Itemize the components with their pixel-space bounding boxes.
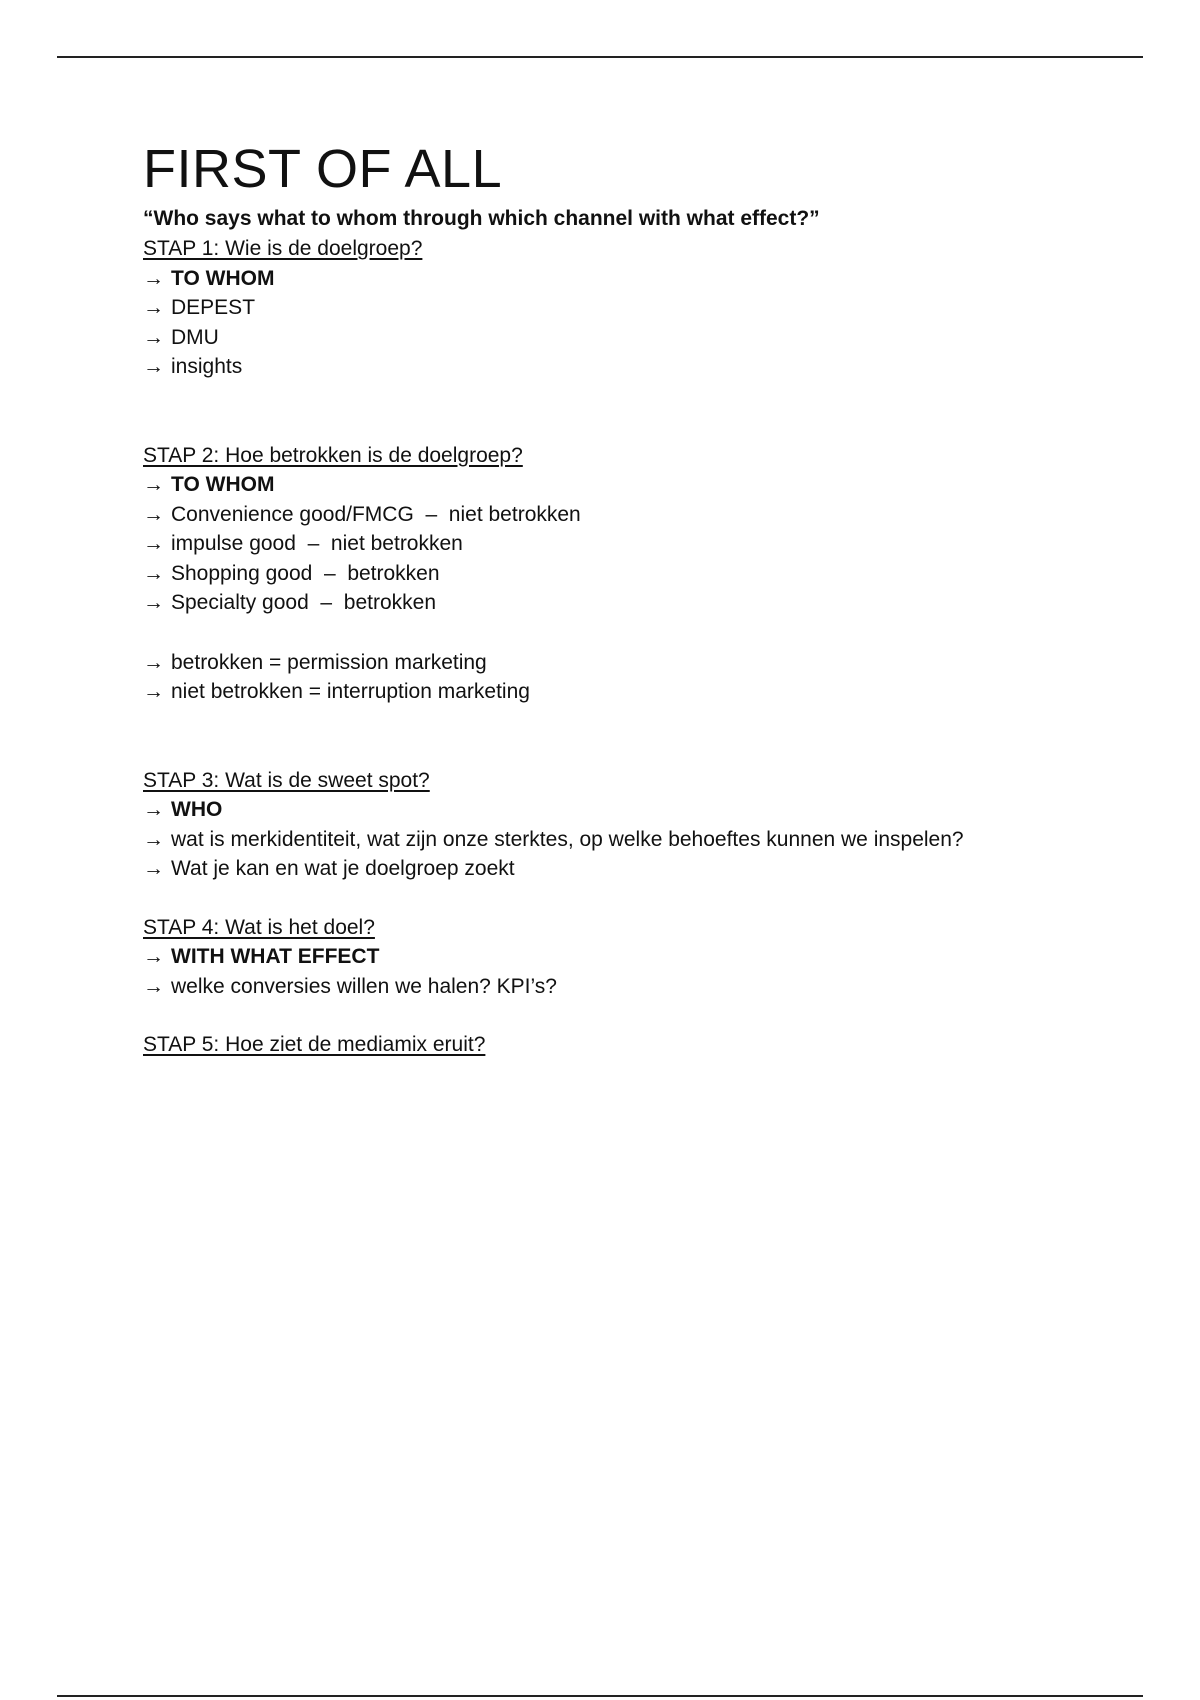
- list-item: → Specialty good – betrokken: [143, 588, 1103, 618]
- section-emphasis: → TO WHOM: [143, 264, 1103, 294]
- section-heading-stap-4: STAP 4: Wat is het doel?: [143, 915, 375, 939]
- arrow-icon: →: [143, 266, 164, 290]
- document-body: [143, 136, 1103, 1060]
- section-emphasis: → WITH WHAT EFFECT: [143, 942, 1103, 972]
- list-item: → DMU: [143, 323, 1103, 353]
- arrow-icon: →: [143, 680, 164, 703]
- list-item: → DEPEST: [143, 293, 1103, 323]
- arrow-icon: →: [143, 296, 164, 319]
- section-heading-stap-5: STAP 5: Hoe ziet de mediamix eruit?: [143, 1033, 486, 1056]
- arrow-icon: →: [143, 974, 164, 998]
- bottom-horizontal-rule: [57, 1695, 1143, 1697]
- list-item: → niet betrokken = interruption marketing: [143, 677, 1103, 707]
- arrow-icon: →: [143, 827, 164, 851]
- section-heading-stap-1: STAP 1: Wie is de doelgroep?: [143, 237, 423, 260]
- arrow-icon: →: [143, 650, 164, 674]
- list-item: → Wat je kan en wat je doelgroep zoekt: [143, 854, 1103, 884]
- spacer: [143, 707, 1103, 766]
- section-heading-stap-2: STAP 2: Hoe betrokken is de doelgroep?: [143, 443, 523, 467]
- section-heading-stap-3: STAP 3: Wat is de sweet spot?: [143, 768, 430, 792]
- page-title: FIRST OF ALL: [143, 139, 503, 199]
- arrow-icon: →: [143, 532, 164, 555]
- list-item: → Convenience good/FMCG – niet betrokken: [143, 500, 1103, 530]
- list-item: → impulse good – niet betrokken: [143, 529, 1103, 559]
- arrow-icon: →: [143, 502, 164, 526]
- section-emphasis: → TO WHOM: [143, 470, 1103, 500]
- list-item: → betrokken = permission marketing: [143, 648, 1103, 678]
- arrow-icon: →: [143, 561, 164, 585]
- spacer: [143, 382, 1103, 441]
- spacer: [143, 884, 1103, 913]
- guiding-question: “Who says what to whom through which channel with what effect?”: [143, 207, 820, 230]
- arrow-icon: →: [143, 945, 164, 968]
- top-horizontal-rule: [57, 56, 1143, 58]
- list-item: → welke conversies willen we halen? KPI’s?: [143, 972, 1103, 1002]
- arrow-icon: →: [143, 473, 164, 496]
- arrow-icon: →: [143, 355, 164, 378]
- list-item: → Shopping good – betrokken: [143, 559, 1103, 589]
- list-item: → wat is merkidentiteit, wat zijn onze sterktes, op welke behoeftes kunnen we inspelen?: [143, 825, 1103, 855]
- arrow-icon: →: [143, 798, 164, 821]
- arrow-icon: →: [143, 857, 164, 880]
- arrow-icon: →: [143, 325, 164, 349]
- arrow-icon: →: [143, 591, 164, 614]
- list-item: → insights: [143, 352, 1103, 382]
- section-emphasis: → WHO: [143, 795, 1103, 825]
- spacer: [143, 618, 1103, 648]
- spacer: [143, 1001, 1103, 1030]
